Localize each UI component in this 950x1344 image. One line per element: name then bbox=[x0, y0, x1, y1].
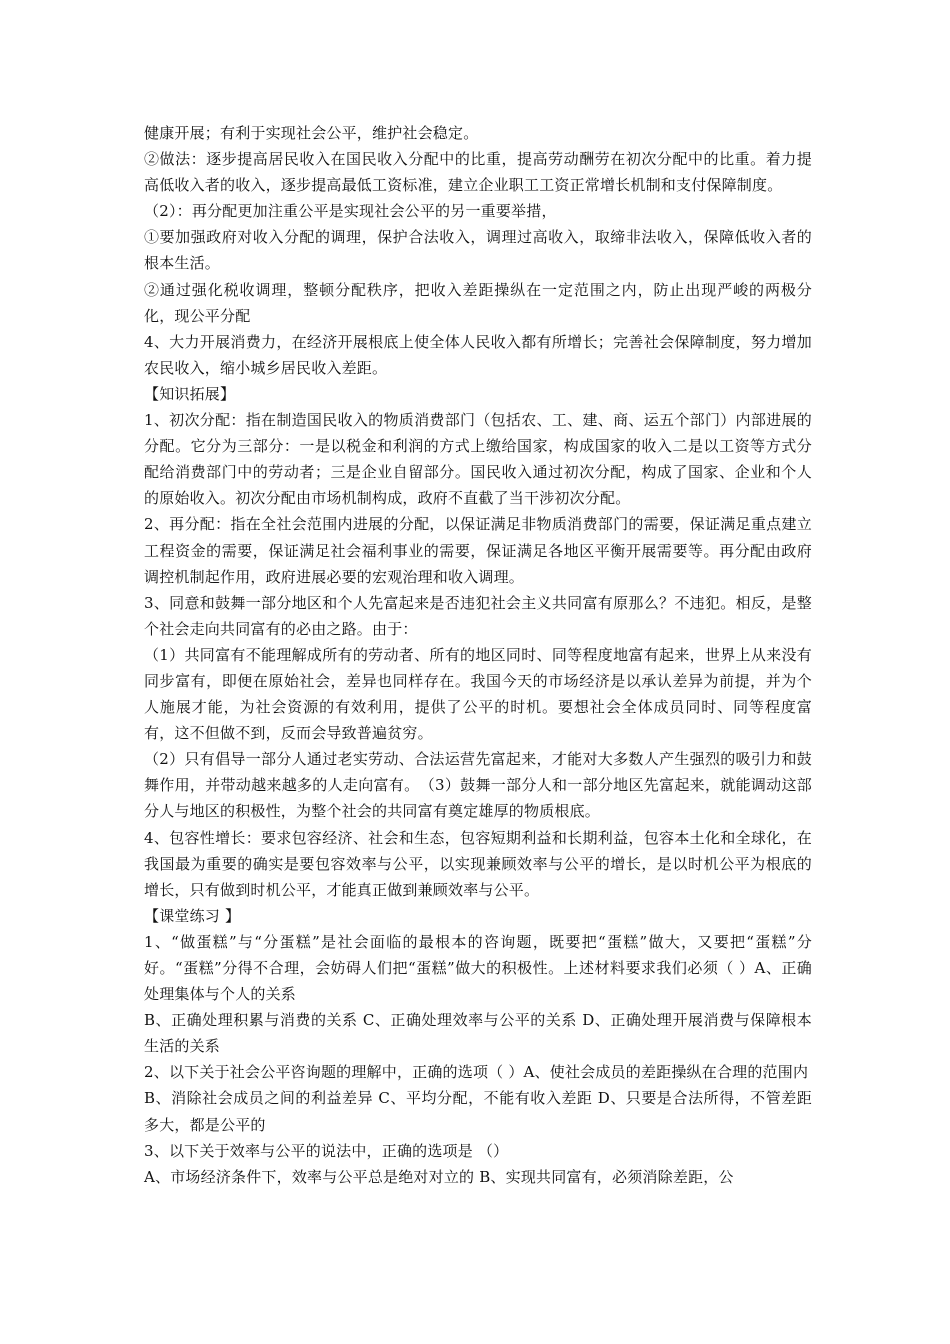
paragraph-10: 3、同意和鼓舞一部分地区和个人先富起来是否违犯社会主义共同富有原那么？不违犯。相反，是整个社会走向共同富有的必由之路。由于： bbox=[144, 593, 812, 638]
question-2: 2、以下关于社会公平咨询题的理解中，正确的选项（ ）A、使社会成员的差距操纵在合理的范围内 bbox=[144, 1063, 809, 1082]
paragraph-1: 健康开展；有利于实现社会公平，维护社会稳定。 bbox=[144, 124, 479, 142]
question-3-options: A、市场经济条件下，效率与公平总是绝对对立的 B、实现共同富有，必须消除差距，公 bbox=[144, 1167, 734, 1186]
document-body bbox=[144, 120, 812, 1190]
paragraph-3: （2）：再分配更加注重公平是实现社会公平的另一重要举措， bbox=[144, 202, 557, 221]
section-heading-knowledge: 【知识拓展】 bbox=[144, 384, 236, 403]
question-3: 3、以下关于效率与公平的说法中，正确的选项是 （） bbox=[144, 1141, 509, 1160]
question-1: 1、“做蛋糕”与“分蛋糕”是社会面临的最根本的咨询题，既要把“蛋糕”做大，又要把“蛋糕”分好。“蛋糕”分得不合理，会妨碍人们把“蛋糕”做大的积极性。上述材料要求我们必须（ ）A、正确处理集体与个人的关系 bbox=[144, 932, 812, 1004]
paragraph-12: （2）只有倡导一部分人通过老实劳动、合法运营先富起来，才能对大多数人产生强烈的吸引力和鼓舞作用，并带动越来越多的人走向富有。 （3）鼓舞一部分人和一部分地区先富起来，就能调动这部分人与地区的积极性，为整个社会的共同富有奠定雄厚的物质根底。 bbox=[144, 750, 812, 821]
paragraph-9: 2、再分配：指在全社会范围内进展的分配，以保证满足非物质消费部门的需要，保证满足重点建立工程资金的需要，保证满足社会福利事业的需要，保证满足各地区平衡开展需要等。再分配由政府调控机制起作用，政府进展必要的宏观治理和收入调理。 bbox=[144, 515, 812, 586]
question-2-options: B、消除社会成员之间的利益差异 C、平均分配，不能有收入差距 D、只要是合法所得，不管差距多大，都是公平的 bbox=[144, 1089, 812, 1134]
paragraph-8: 1、初次分配：指在制造国民收入的物质消费部门（包括农、工、建、商、运五个部门）内部进展的分配。它分为三部分：一是以税金和利润的方式上缴给国家，构成国家的收入二是以工资等方式分配给消费部门中的劳动者；三是企业自留部分。国民收入通过初次分配，构成了国家、企业和个人的原始收入。初次分配由市场机制构成，政府不直截了当干涉初次分配。 bbox=[144, 411, 812, 508]
paragraph-2: ②做法：逐步提高居民收入在国民收入分配中的比重，提高劳动酬劳在初次分配中的比重。着力提高低收入者的收入，逐步提高最低工资标准，建立企业职工工资正常增长机制和支付保障制度。 bbox=[144, 150, 812, 195]
question-1-options: B、正确处理积累与消费的关系 C、正确处理效率与公平的关系 D、正确处理开展消费与保障根本生活的关系 bbox=[144, 1011, 812, 1056]
paragraph-6: 4、大力开展消费力，在经济开展根底上使全体人民收入都有所增长；完善社会保障制度，努力增加农民收入，缩小城乡居民收入差距。 bbox=[144, 332, 812, 377]
section-heading-practice: 【课堂练习 】 bbox=[144, 906, 241, 925]
paragraph-5: ②通过强化税收调理，整顿分配秩序，把收入差距操纵在一定范围之内，防止出现严峻的两极分化，现公平分配 bbox=[144, 280, 812, 325]
paragraph-4: ①要加强政府对收入分配的调理，保护合法收入，调理过高收入，取缔非法收入，保障低收入者的根本生活。 bbox=[144, 228, 812, 273]
paragraph-11: （1）共同富有不能理解成所有的劳动者、所有的地区同时、同等程度地富有起来，世界上从来没有同步富有，即便在原始社会，差异也同样存在。我国今天的市场经济是以承认差异为前提，并为个人施展才能，为社会资源的有效利用，提供了公平的时机。要想社会全体成员同时、同等程度富有，这不但做不到，反而会导致普遍贫穷。 bbox=[144, 645, 812, 743]
paragraph-13: 4、包容性增长：要求包容经济、社会和生态，包容短期利益和长期利益，包容本土化和全球化，在我国最为重要的确实是要包容效率与公平，以实现兼顾效率与公平的增长，是以时机公平为根底的增长，只有做到时机公平，才能真正做到兼顾效率与公平。 bbox=[144, 828, 812, 899]
